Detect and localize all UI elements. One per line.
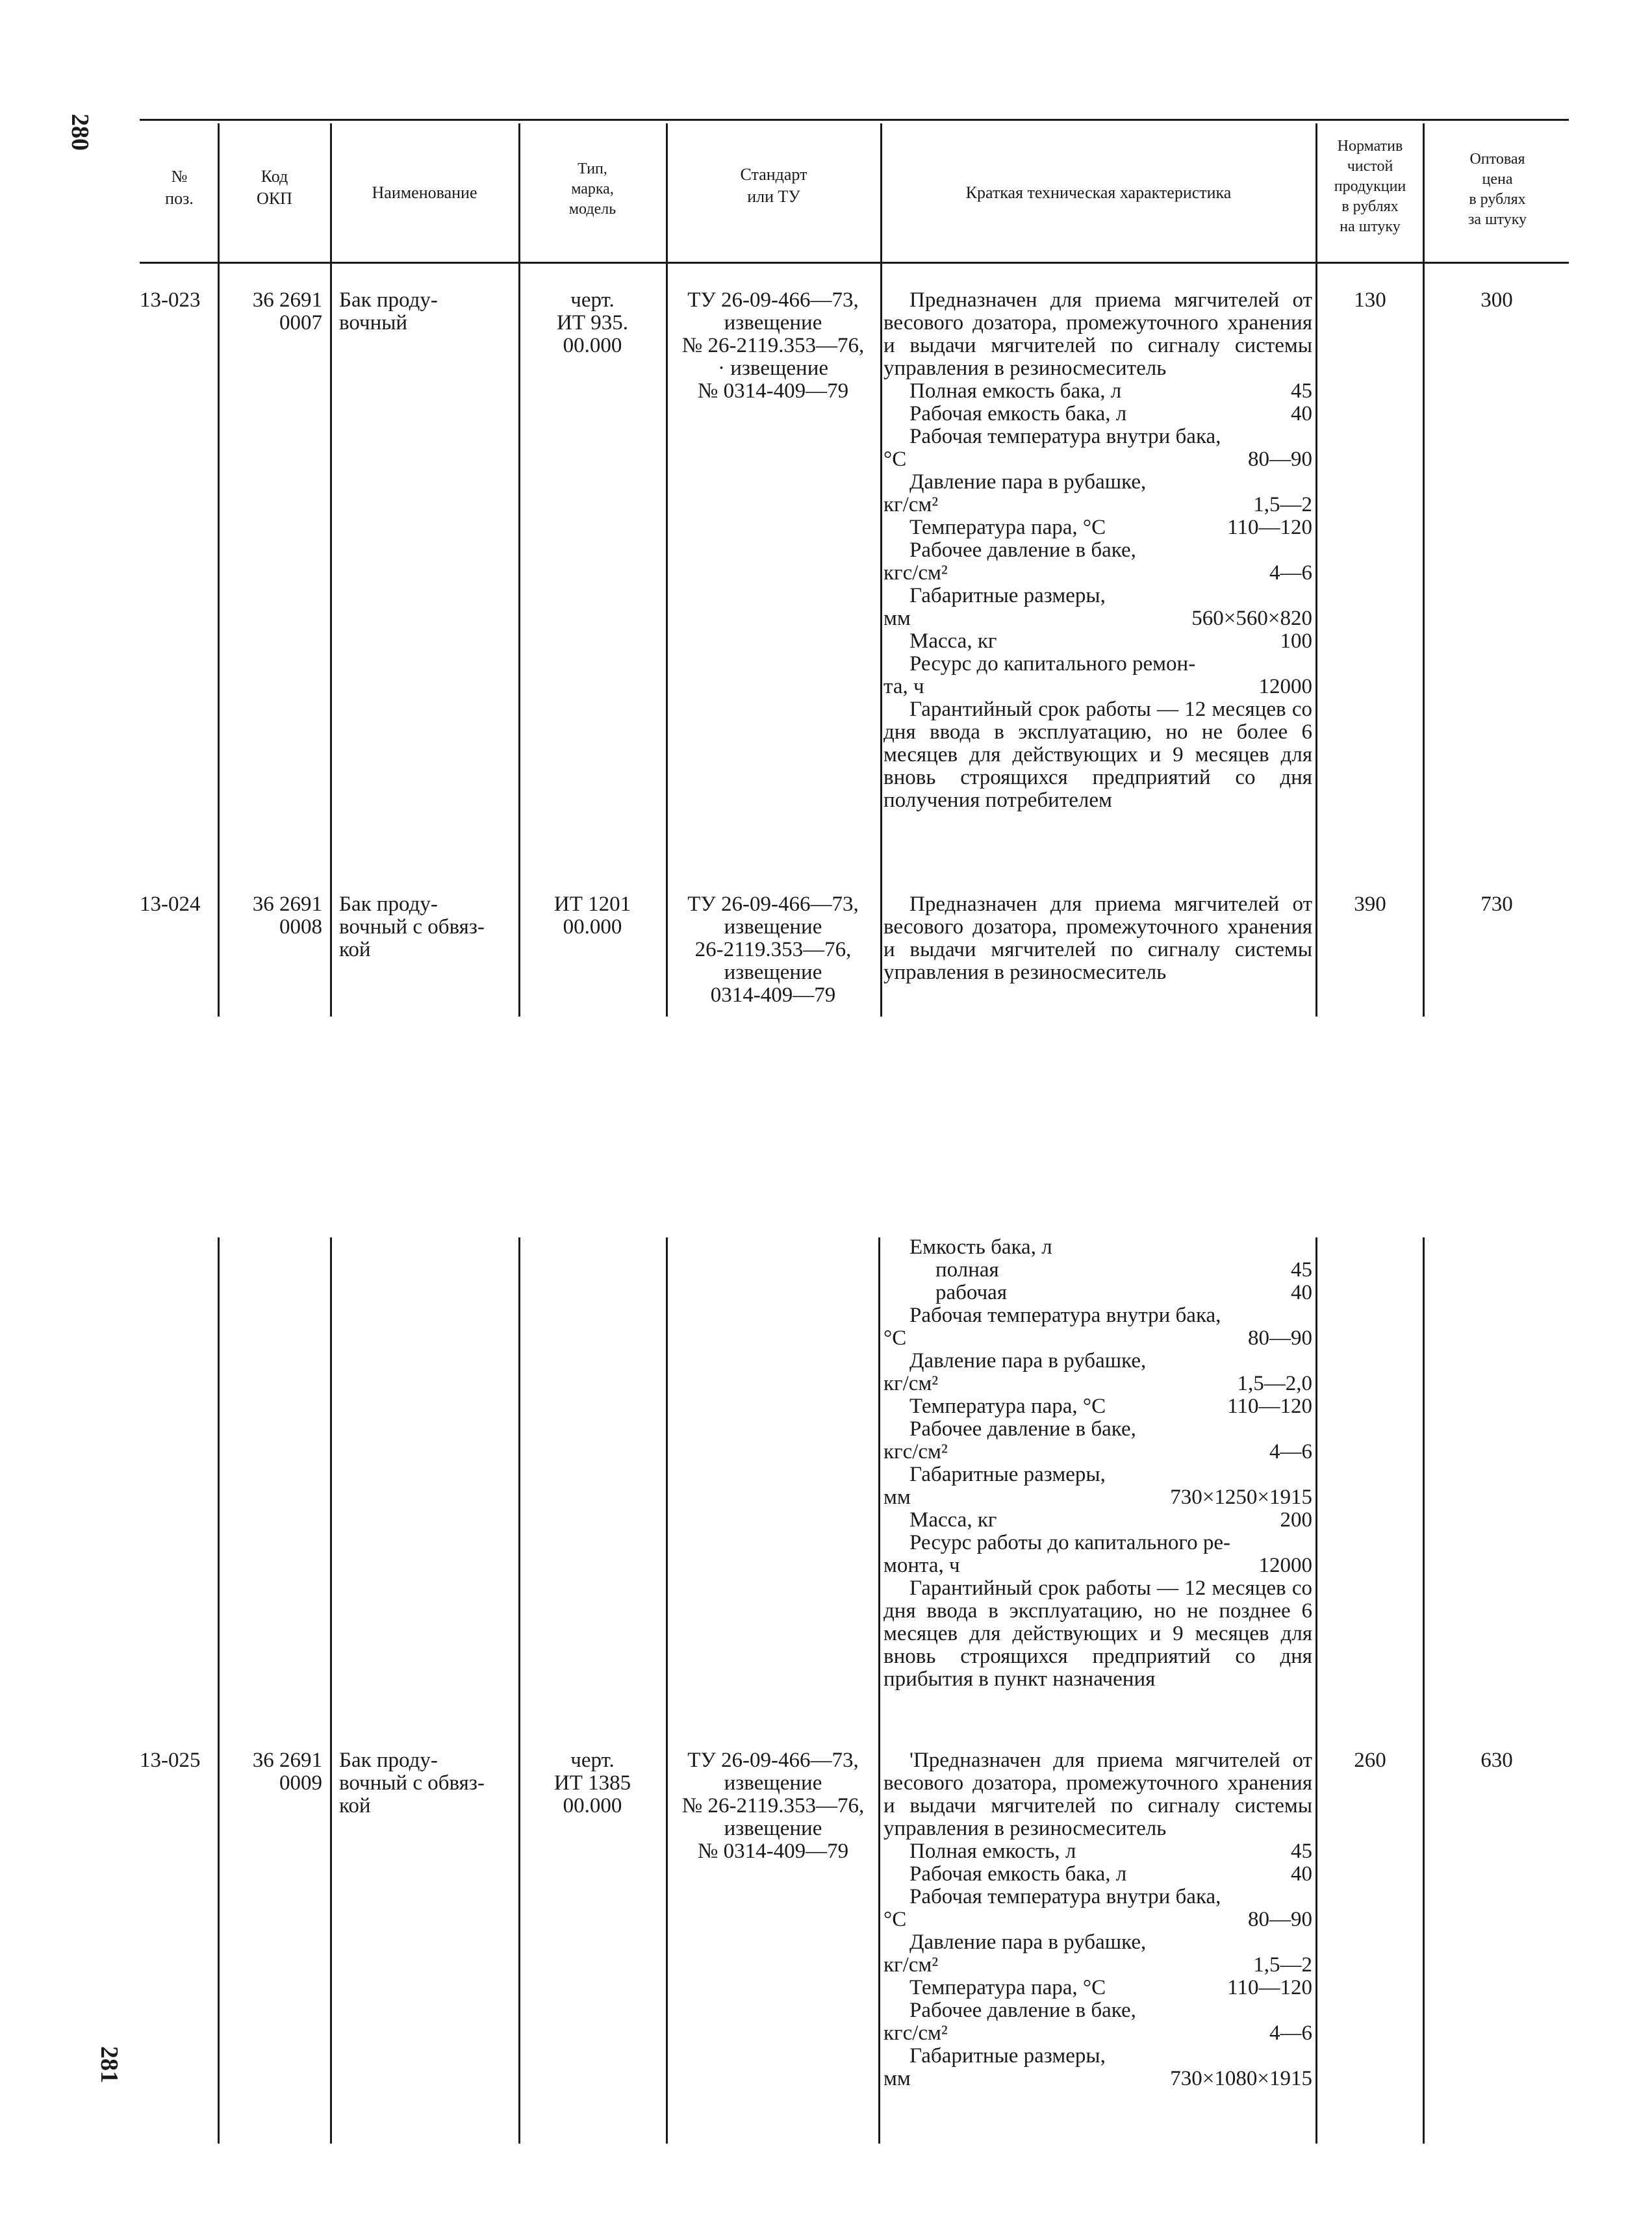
spec-value: 80—90 bbox=[1248, 1326, 1312, 1350]
spec-key: Давление пара в рубашке, bbox=[909, 1931, 1147, 1954]
row-type: ИТ 1201 00.000 bbox=[553, 892, 631, 939]
spec-key: °С bbox=[883, 1326, 907, 1350]
spec-item bbox=[883, 380, 1312, 403]
spec-item bbox=[883, 1441, 1312, 1463]
spec-key: Рабочая емкость бака, л bbox=[909, 1862, 1127, 1886]
spec-key: мм bbox=[883, 1486, 911, 1509]
spec-value: 1,5—2 bbox=[1253, 1953, 1312, 1977]
table-top-rule bbox=[140, 119, 1569, 121]
spec-key: кгс/см² bbox=[883, 561, 948, 585]
table-header-rule bbox=[140, 262, 1569, 264]
spec-item bbox=[883, 1554, 1312, 1577]
spec-item bbox=[883, 471, 1312, 494]
spec-item bbox=[883, 403, 1312, 425]
spec-key: Давление пара в рубашке, bbox=[909, 470, 1147, 494]
spec-item bbox=[883, 1931, 1312, 1954]
spec-item bbox=[883, 676, 1312, 698]
spec-item bbox=[883, 1908, 1312, 1931]
spec-key: кгс/см² bbox=[883, 2021, 948, 2045]
spec-item bbox=[883, 1463, 1312, 1486]
capacity-title: Емкость бака, л bbox=[909, 1235, 1052, 1259]
header-price: Оптовая цена в рублях за штуку bbox=[1468, 151, 1527, 228]
spec-value: 730×1250×1915 bbox=[1170, 1486, 1312, 1509]
spec-item bbox=[883, 1373, 1312, 1395]
spec-key: Ресурс работы до капитального ре- bbox=[909, 1531, 1230, 1554]
spec-description: 'Предназначен для приема мягчителей от весового дозатора, промежуточного хранения и выдачи мягчителей по сигналу системы управления в резиносмеситель bbox=[883, 1749, 1312, 1840]
spec-list bbox=[883, 1840, 1312, 2090]
col-divider bbox=[218, 123, 220, 1017]
spec-value: 40 bbox=[1291, 1281, 1312, 1304]
spec-value: 110—120 bbox=[1227, 516, 1312, 539]
spec-key: Давление пара в рубашке, bbox=[909, 1349, 1147, 1373]
spec-key: Рабочее давление в баке, bbox=[909, 1417, 1136, 1441]
spec-key: °С bbox=[883, 448, 907, 471]
col-divider bbox=[330, 1237, 332, 2144]
row-pos: 13-023 bbox=[140, 288, 201, 312]
spec-key: Полная емкость, л bbox=[909, 1840, 1076, 1863]
spec-item bbox=[883, 448, 1312, 471]
col-divider bbox=[878, 1237, 880, 2144]
spec-value: 4—6 bbox=[1269, 2021, 1312, 2045]
spec-item bbox=[883, 1350, 1312, 1373]
spec-item bbox=[883, 630, 1312, 653]
spec-item bbox=[883, 562, 1312, 585]
col-divider bbox=[1315, 1237, 1317, 2144]
col-divider bbox=[666, 1237, 668, 2144]
spec-key: Рабочая температура внутри бака, bbox=[909, 425, 1221, 448]
row-okp: 36 2691 0007 bbox=[252, 288, 322, 335]
spec-value: 45 bbox=[1291, 1258, 1312, 1282]
spec-key: Температура пара, °С bbox=[909, 516, 1106, 539]
spec-item bbox=[883, 585, 1312, 607]
row-type: черт. ИТ 935. 00.000 bbox=[557, 288, 628, 357]
spec-key: Габаритные размеры, bbox=[909, 2044, 1106, 2068]
spec-item bbox=[883, 1418, 1312, 1441]
spec-item bbox=[883, 1327, 1312, 1350]
row-name: Бак проду- вочный bbox=[339, 288, 438, 335]
row-standard: ТУ 26-09-466—73, извещение № 26-2119.353—76, · извещение № 0314-409—79 bbox=[681, 288, 865, 403]
col-divider bbox=[880, 123, 882, 1017]
spec-key: °С bbox=[883, 1908, 907, 1931]
spec-key: рабочая bbox=[935, 1281, 1008, 1304]
spec-value: 110—120 bbox=[1227, 1976, 1312, 1999]
spec-key: кг/см² bbox=[883, 1953, 939, 1977]
row-name: Бак проду- вочный с обвяз- кой bbox=[339, 1749, 485, 1817]
row-pos: 13-024 bbox=[140, 892, 201, 916]
spec-item bbox=[883, 2068, 1312, 2090]
spec-item bbox=[883, 494, 1312, 516]
spec-item bbox=[883, 1282, 1312, 1304]
row-price: 630 bbox=[1480, 1749, 1513, 1772]
spec-key: кг/см² bbox=[883, 493, 939, 516]
spec-key: Рабочая температура внутри бака, bbox=[909, 1885, 1221, 1908]
page-number-top: 280 bbox=[66, 114, 94, 151]
spec-warranty: Гарантийный срок работы — 12 месяцев со дня ввода в эксплуатацию, но не позднее 6 месяцев для действующих и 9 месяцев для вновь строящихся предприятий со дня прибытия в пункт назначения bbox=[883, 1576, 1312, 1691]
spec-value: 560×560×820 bbox=[1191, 607, 1312, 630]
spec-item bbox=[883, 1259, 1312, 1282]
spec-item bbox=[883, 1954, 1312, 1977]
col-divider bbox=[330, 123, 332, 1017]
spec-item bbox=[883, 1999, 1312, 2022]
col-divider bbox=[1315, 123, 1317, 1017]
spec-item bbox=[883, 1863, 1312, 1886]
spec-list bbox=[883, 380, 1312, 698]
spec-value: 1,5—2 bbox=[1253, 493, 1312, 516]
spec-key: Рабочее давление в баке, bbox=[909, 1999, 1136, 2022]
spec-key: монта, ч bbox=[883, 1554, 960, 1577]
spec-key: кг/см² bbox=[883, 1372, 939, 1395]
row-norm: 130 bbox=[1354, 288, 1386, 312]
header-pos: № поз. bbox=[165, 167, 194, 208]
spec-key: кгс/см² bbox=[883, 1440, 948, 1463]
row-price: 300 bbox=[1480, 288, 1513, 312]
page-number-bottom: 281 bbox=[95, 2046, 123, 2083]
row-pos: 13-025 bbox=[140, 1749, 201, 1772]
col-divider bbox=[666, 123, 668, 1017]
row-type: черт. ИТ 1385 00.000 bbox=[553, 1749, 631, 1817]
spec-value: 200 bbox=[1280, 1508, 1312, 1532]
spec-item bbox=[883, 1509, 1312, 1532]
row-price: 730 bbox=[1480, 892, 1513, 916]
row-spec bbox=[883, 1749, 1312, 2090]
spec-key: Рабочая емкость бака, л bbox=[909, 402, 1127, 425]
col-divider bbox=[518, 123, 520, 1017]
spec-description: Предназначен для приема мягчителей от весового дозатора, промежуточного хранения и выдачи мягчителей по сигналу системы управления в резиносмеситель bbox=[883, 288, 1312, 380]
header-type: Тип, марка, модель bbox=[568, 160, 616, 218]
row-standard: ТУ 26-09-466—73, извещение № 26-2119.353—76, извещение № 0314-409—79 bbox=[681, 1749, 865, 1863]
spec-item bbox=[883, 653, 1312, 676]
spec-value: 40 bbox=[1291, 402, 1312, 425]
spec-key: Масса, кг bbox=[909, 629, 997, 653]
spec-value: 45 bbox=[1291, 1840, 1312, 1863]
spec-item bbox=[883, 1886, 1312, 1908]
spec-key: мм bbox=[883, 2067, 911, 2090]
spec-item bbox=[883, 1304, 1312, 1327]
spec-item bbox=[883, 1486, 1312, 1509]
spec-value: 1,5—2,0 bbox=[1237, 1372, 1312, 1395]
spec-key: та, ч bbox=[883, 675, 924, 698]
spec-description: Предназначен для приема мягчителей от весового дозатора, промежуточного хранения и выдачи мягчителей по сигналу системы управления в резиносмеситель bbox=[883, 892, 1312, 984]
row-spec bbox=[883, 289, 1312, 812]
spec-value: 730×1080×1915 bbox=[1170, 2067, 1312, 2090]
row-name: Бак проду- вочный с обвяз- кой bbox=[339, 892, 485, 961]
spec-key: Полная емкость бака, л bbox=[909, 379, 1122, 403]
spec-list bbox=[883, 1259, 1312, 1577]
header-standard: Стандарт или ТУ bbox=[740, 165, 807, 206]
spec-item bbox=[883, 2022, 1312, 2045]
spec-item bbox=[883, 1840, 1312, 1863]
header-spec: Краткая техническая характеристика bbox=[965, 183, 1232, 202]
spec-value: 45 bbox=[1291, 379, 1312, 403]
header-norm: Норматив чистой продукции в рублях на штуку bbox=[1334, 138, 1406, 235]
continuation-spec bbox=[883, 1236, 1312, 1691]
spec-key: Ресурс до капитального ремон- bbox=[909, 652, 1196, 676]
row-norm: 260 bbox=[1354, 1749, 1386, 1772]
spec-item bbox=[883, 425, 1312, 448]
spec-item bbox=[883, 2045, 1312, 2068]
spec-value: 110—120 bbox=[1227, 1395, 1312, 1418]
header-okp: Код ОКП bbox=[257, 167, 292, 208]
row-spec bbox=[883, 893, 1312, 984]
spec-value: 4—6 bbox=[1269, 561, 1312, 585]
spec-key: Температура пара, °С bbox=[909, 1395, 1106, 1418]
spec-item bbox=[883, 1395, 1312, 1418]
spec-value: 80—90 bbox=[1248, 448, 1312, 471]
spec-key: Рабочая температура внутри бака, bbox=[909, 1304, 1221, 1327]
row-okp: 36 2691 0009 bbox=[252, 1749, 322, 1795]
spec-item bbox=[883, 1532, 1312, 1554]
spec-value: 4—6 bbox=[1269, 1440, 1312, 1463]
col-divider bbox=[218, 1237, 220, 2144]
spec-item bbox=[883, 516, 1312, 539]
spec-item bbox=[883, 539, 1312, 562]
col-divider bbox=[1423, 1237, 1425, 2144]
spec-value: 100 bbox=[1280, 629, 1312, 653]
spec-value: 80—90 bbox=[1248, 1908, 1312, 1931]
spec-value: 40 bbox=[1291, 1862, 1312, 1886]
row-standard: ТУ 26-09-466—73, извещение 26-2119.353—76, извещение 0314-409—79 bbox=[687, 892, 859, 1007]
col-divider bbox=[1423, 123, 1425, 1017]
spec-value: 12000 bbox=[1258, 1554, 1312, 1577]
spec-item bbox=[883, 1977, 1312, 1999]
spec-warranty: Гарантийный срок работы — 12 месяцев со дня ввода в эксплуатацию, но не более 6 месяцев для действующих и 9 месяцев для вновь строящихся предприятий со дня получения потребителем bbox=[883, 698, 1312, 812]
spec-item bbox=[883, 607, 1312, 630]
col-divider bbox=[518, 1237, 520, 2144]
spec-key: мм bbox=[883, 607, 911, 630]
spec-value: 12000 bbox=[1258, 675, 1312, 698]
spec-key: Габаритные размеры, bbox=[909, 584, 1106, 607]
spec-key: Рабочее давление в баке, bbox=[909, 538, 1136, 562]
header-name: Наименование bbox=[372, 183, 477, 202]
row-okp: 36 2691 0008 bbox=[252, 892, 322, 939]
spec-key: полная bbox=[935, 1258, 999, 1282]
spec-key: Габаритные размеры, bbox=[909, 1463, 1106, 1486]
row-norm: 390 bbox=[1354, 892, 1386, 916]
spec-key: Масса, кг bbox=[909, 1508, 997, 1532]
spec-key: Температура пара, °С bbox=[909, 1976, 1106, 1999]
